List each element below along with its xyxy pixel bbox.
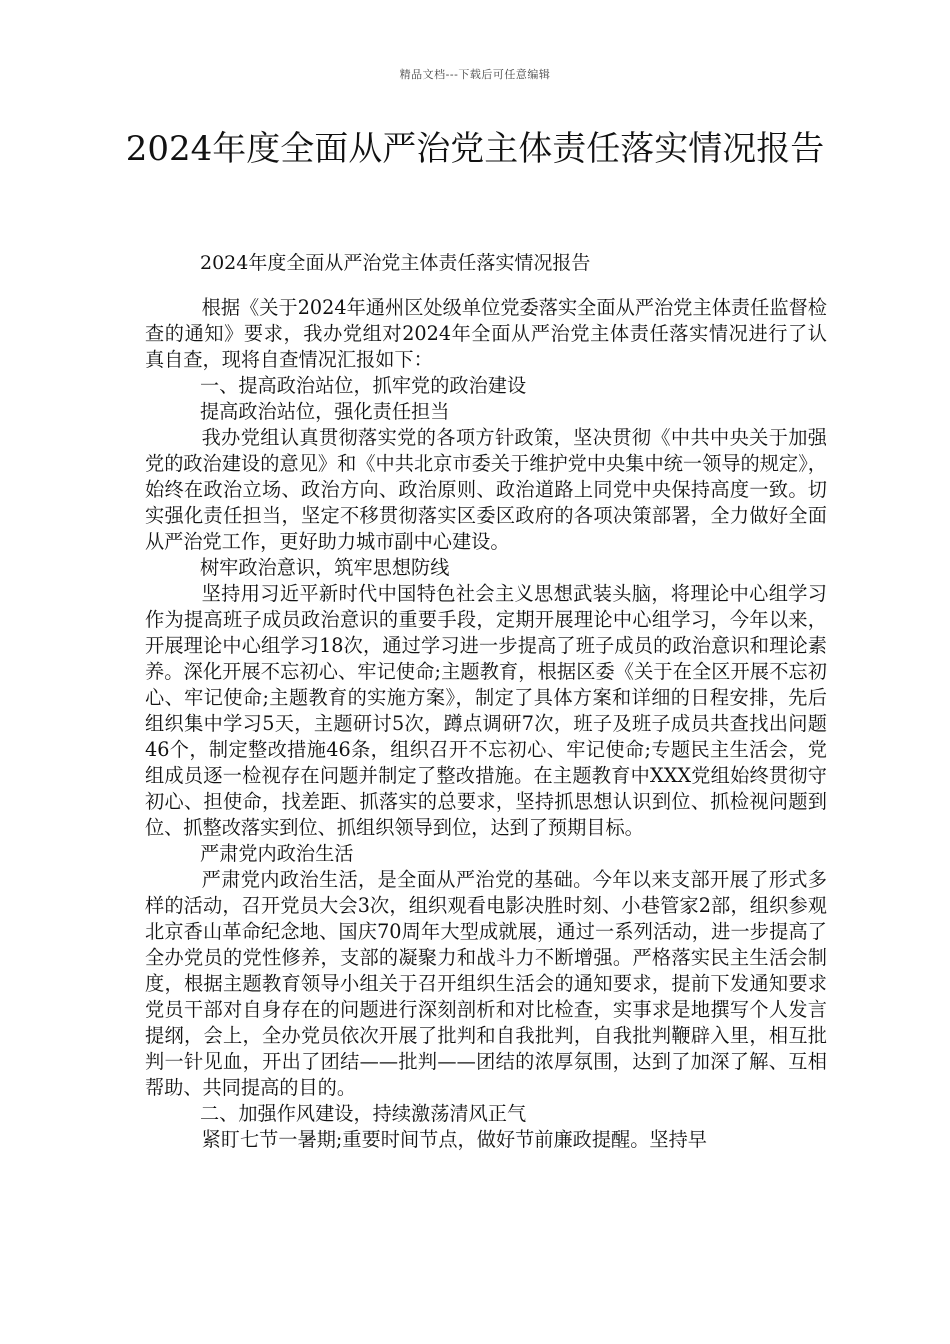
section-heading-1: 一、提高政治站位，抓牢党的政治建设 [200,374,527,397]
document-subtitle: 2024年度全面从严治党主体责任落实情况报告 [200,252,591,274]
paragraph-work-style: 紧盯七节一暑期;重要时间节点，做好节前廉政提醒。坚持早 [201,1128,707,1151]
subsection-heading-political-life: 严肃党内政治生活 [200,842,354,865]
subsection-heading-political-awareness: 树牢政治意识，筑牢思想防线 [200,556,450,579]
document-body [145,295,827,1153]
subsection-heading-responsibility: 提高政治站位，强化责任担当 [200,400,450,423]
paragraph-political-life: 严肃党内政治生活，是全面从严治党的基础。今年以来支部开展了形式多样的活动，召开党员大会3次，组织观看电影决胜时刻、小巷管家2部，组织参观北京香山革命纪念地、国庆70周年大型成就展，通过一系列活动，进一步提高了全办党员的党性修养，支部的凝聚力和战斗力不断增强。严格落实民主生活会制度，根据主题教育领导小组关于召开组织生活会的通知要求，提前下发通知要求党员干部对自身存在的问题进行深刻剖析和对比检查，实事求是地撰写个人发言提纲，会上，全办党员依次开展了批判和自我批判，自我批判鞭辟入里，相互批判一针见血，开出了团结——批判——团结的浓厚氛围，达到了加深了解、互相帮助、共同提高的目的。 [145,868,827,1099]
page-header-note: 精品文档---下载后可任意编辑 [399,68,551,81]
paragraph-political-awareness: 坚持用习近平新时代中国特色社会主义思想武装头脑，将理论中心组学习作为提高班子成员政治意识的重要手段，定期开展理论中心组学习，今年以来，开展理论中心组学习18次，通过学习进一步提高了班子成员的政治意识和理论素养。深化开展不忘初心、牢记使命;主题教育，根据区委《关于在全区开展不忘初心、牢记使命;主题教育的实施方案》，制定了具体方案和详细的日程安排，先后组织集中学习5天，主题研讨5次，蹲点调研7次，班子及班子成员共查找出问题46个，制定整改措施46条，组织召开不忘初心、牢记使命;专题民主生活会，党组成员逐一检视存在问题并制定了整改措施。在主题教育中XXX党组始终贯彻守初心、担使命，找差距、抓落实的总要求，坚持抓思想认识到位、抓检视问题到位、抓整改落实到位、抓组织领导到位，达到了预期目标。 [145,582,827,839]
section-heading-2: 二、加强作风建设，持续激荡清风正气 [200,1102,527,1125]
paragraph-responsibility: 我办党组认真贯彻落实党的各项方针政策，坚决贯彻《中共中央关于加强党的政治建设的意见》和《中共北京市委关于维护党中央集中统一领导的规定》，始终在政治立场、政治方向、政治原则、政治道路上同党中央保持高度一致。切实强化责任担当，坚定不移贯彻落实区委区政府的各项决策部署，全力做好全面从严治党工作，更好助力城市副中心建设。 [145,426,827,553]
document-title: 2024年度全面从严治党主体责任落实情况报告 [125,129,825,169]
intro-paragraph: 根据《关于2024年通州区处级单位党委落实全面从严治党主体责任监督检查的通知》要求，我办党组对2024年全面从严治党主体责任落实情况进行了认真自查，现将自查情况汇报如下： [145,296,827,371]
